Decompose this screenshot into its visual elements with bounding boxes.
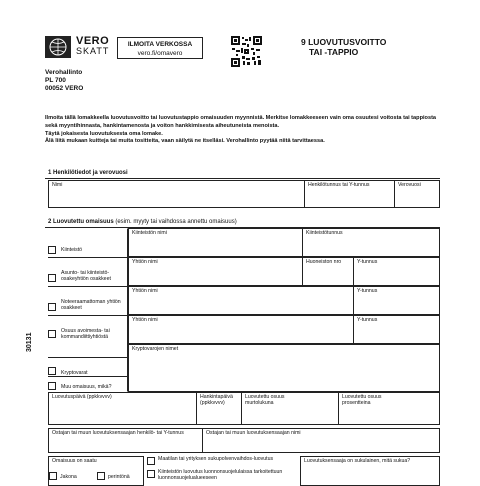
instructions <box>45 115 440 146</box>
checkbox-acquired-distribution[interactable] <box>49 472 57 480</box>
option-partnership-share-label: Osuus avoimesta- tai kommandiittiyhtiöstä <box>61 328 110 340</box>
option-other-property-label: Muu omaisuus, mikä? <box>61 384 112 390</box>
apartment-number-label: Huoneiston nro <box>306 259 342 265</box>
option-crypto-label: Kryptovarat <box>61 370 88 376</box>
form-title-line2: TAI -TAPPIO <box>309 47 359 57</box>
property-id-field[interactable] <box>302 228 440 257</box>
name-field[interactable] <box>48 180 305 208</box>
tax-year-label: Verovuosi <box>398 182 421 188</box>
relation-field[interactable] <box>300 456 440 486</box>
generation-change-label: Maatilan tai yrityksen sukupolvenvaihdos-luovutus <box>158 456 274 462</box>
instructions-p3: Älä liitä mukaan kuitteja tai muita tositteita, vaan säilytä ne itselläsi. Verohallinto pyytää niitä tarvittaessa. <box>45 138 325 145</box>
checkbox-unlisted-shares[interactable] <box>48 303 56 311</box>
transfer-date-label: Luovutuspäivä (ppkkvvvv) <box>52 394 112 400</box>
address-line1: Verohallinto <box>45 69 83 76</box>
property-id-label: Kiinteistötunnus <box>306 230 343 236</box>
divider <box>48 376 128 377</box>
option-unlisted-shares-label: Noteeraamattoman yhtiön osakkeet <box>61 299 121 311</box>
business-id-label: Y-tunnus <box>357 259 378 265</box>
divider <box>48 286 128 287</box>
online-filing-url[interactable]: vero.fi/omavero <box>137 50 183 57</box>
share-fraction-label: Luovutettu osuus murtolukuna <box>245 394 285 406</box>
checkbox-crypto[interactable] <box>48 367 56 375</box>
qr-code-icon <box>231 36 262 67</box>
divider <box>48 357 128 358</box>
checkbox-generation-change[interactable] <box>147 457 155 465</box>
relation-label: Luovutuksensaaja on sukulainen, mitä sukua? <box>304 458 411 464</box>
acquired-via-label: Omaisuus on saatu <box>52 458 97 464</box>
vero-logo-icon <box>45 36 71 58</box>
name-label: Nimi <box>52 182 63 188</box>
tax-office-address <box>45 69 83 93</box>
section2-title: 2 Luovutettu omaisuus <box>48 219 114 225</box>
logo-text-vero: VERO <box>76 35 110 47</box>
online-filing-box[interactable] <box>117 37 203 59</box>
share-fraction-field[interactable] <box>241 392 339 425</box>
company-name-field-3[interactable] <box>128 315 354 344</box>
online-filing-title: ILMOITA VERKOSSA <box>127 41 193 48</box>
nature-reserve-label: Kiinteistön luovutus luonnonsuojelulaissa tarkoitettuun luonnonsuojelualueeseen <box>158 469 283 481</box>
checkbox-other-property[interactable] <box>48 382 56 390</box>
share-percent-label: Luovutettu osuus prosentteina <box>342 394 382 406</box>
divider <box>45 178 440 179</box>
checkbox-real-estate[interactable] <box>48 246 56 254</box>
company-name-label-3: Yhtiön nimi <box>132 317 158 323</box>
checkbox-nature-reserve[interactable] <box>147 470 155 478</box>
personal-id-label: Henkilötunnus tai Y-tunnus <box>308 182 370 188</box>
section1-heading: 1 Henkilötiedot ja verovuosi <box>48 170 128 176</box>
company-name-label: Yhtiön nimi <box>132 259 158 265</box>
checkbox-partnership-share[interactable] <box>48 330 56 338</box>
checkbox-acquired-inheritance[interactable] <box>97 472 105 480</box>
instructions-p2: Täytä jokaisesta luovutuksesta oma lomake. <box>45 130 163 137</box>
divider <box>48 315 128 316</box>
buyer-id-field[interactable] <box>48 428 203 453</box>
checkbox-housing-shares[interactable] <box>48 274 56 282</box>
company-name-label-2: Yhtiön nimi <box>132 288 158 294</box>
business-id-field[interactable] <box>353 257 440 286</box>
personal-id-field[interactable] <box>304 180 395 208</box>
form-side-code: 30131 <box>26 332 33 352</box>
form-title-line1: LUOVUTUSVOITTO <box>308 37 387 47</box>
acquired-inheritance-label: perintönä <box>108 474 130 480</box>
business-id-label-2: Y-tunnus <box>357 288 378 294</box>
apartment-number-field[interactable] <box>302 257 354 286</box>
acquisition-date-field[interactable] <box>196 392 242 425</box>
buyer-name-label: Ostajan tai muun luovutuksensaajan nimi <box>206 430 301 436</box>
divider <box>48 257 128 258</box>
address-line3: 00052 VERO <box>45 85 84 92</box>
property-name-label: Kiinteistön nimi <box>132 230 167 236</box>
share-percent-field[interactable] <box>338 392 440 425</box>
company-name-field[interactable] <box>128 257 303 286</box>
acquisition-date-label: Hankintapäivä (ppkkvvvv) <box>200 394 233 406</box>
address-line2: PL 700 <box>45 77 66 84</box>
acquired-via-field <box>48 456 144 486</box>
section2-note: (esim. myyty tai vaihdossa annettu omaisuus) <box>115 219 237 225</box>
option-real-estate-label: Kiinteistö <box>61 247 83 253</box>
transfer-date-field[interactable] <box>48 392 197 425</box>
instructions-p1: Ilmoita tällä lomakkeella luovutusvoitto tai luovutustappio omaisuuden myynnistä. Merkitse lomakkeeseen vain oma osuutesi voitosta tai tappiosta sekä myyntihinnasta, hankintamenosta ja voiton hankkimisesta aiheutuneista menoista. <box>45 115 437 129</box>
buyer-name-field[interactable] <box>202 428 440 453</box>
business-id-field-3[interactable] <box>353 315 440 344</box>
form-number: 9 <box>301 37 306 47</box>
option-housing-shares-label: Asunto- tai kiinteistö-osakeyhtiön osakkeet <box>61 270 111 282</box>
crypto-names-label: Kryptovarojen nimet <box>132 346 179 352</box>
buyer-id-label: Ostajan tai muun luovutuksensaajan henkilö- tai Y-tunnus <box>52 430 184 436</box>
property-name-field[interactable] <box>128 228 303 257</box>
acquired-distribution-label: Jakona <box>60 474 77 480</box>
crypto-names-field[interactable] <box>128 344 440 392</box>
business-id-field-2[interactable] <box>353 286 440 315</box>
form-title <box>301 37 386 57</box>
business-id-label-3: Y-tunnus <box>357 317 378 323</box>
company-name-field-2[interactable] <box>128 286 354 315</box>
section2-heading <box>48 219 237 225</box>
logo-text-skatt: SKATT <box>76 46 110 56</box>
tax-year-field[interactable] <box>394 180 440 208</box>
